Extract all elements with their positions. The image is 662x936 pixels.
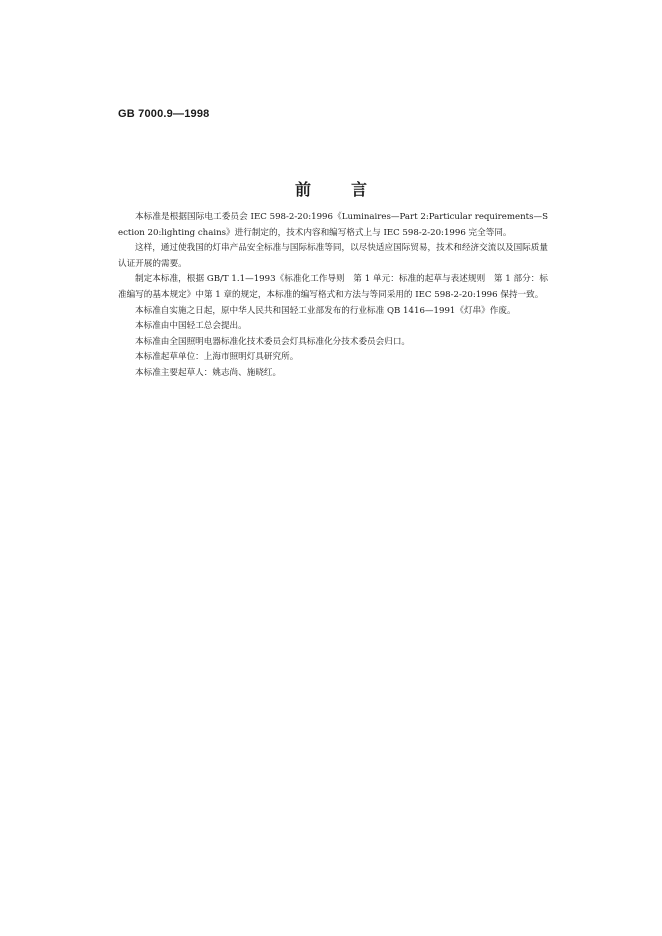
page-title [0, 177, 662, 200]
paragraph-format: 制定本标准，根据 GB/T 1.1—1993《标准化工作导则 第 1 单元：标准的起草与表述规则 第 1 部分：标准编写的基本规定》中第 1 章的规定，本标准的编写格式和方法与等同采用的 IEC 598-2-20:1996 保持一致。 [118, 274, 548, 300]
title-char-2: 言 [351, 180, 368, 199]
title-char-1: 前 [294, 180, 311, 199]
paragraph-drafters: 本标准主要起草人：姚志尚、施晓红。 [135, 367, 282, 378]
standard-code: GB 7000.9—1998 [118, 108, 210, 120]
paragraph-supersedes: 本标准自实施之日起，原中华人民共和国轻工业部发布的行业标准 QB 1416—1991《灯串》作废。 [135, 305, 516, 316]
paragraph-basis: 本标准是根据国际电工委员会 IEC 598-2-20:1996《Luminaires—Part 2:Particular requirements—Section 20:lighting chains》进行制定的，技术内容和编写格式上与 IEC 598-2-20:1996 完全等同。 [118, 212, 548, 238]
foreword-body [118, 210, 548, 382]
paragraph-drafting-unit: 本标准起草单位：上海市照明灯具研究所。 [135, 352, 299, 363]
paragraph-committee: 本标准由全国照明电器标准化技术委员会灯具标准化分技术委员会归口。 [135, 336, 411, 347]
paragraph-proposer: 本标准由中国轻工总会提出。 [135, 321, 247, 332]
paragraph-purpose: 这样，通过使我国的灯串产品安全标准与国际标准等同，以尽快适应国际贸易，技术和经济交流以及国际质量认证开展的需要。 [118, 243, 548, 269]
